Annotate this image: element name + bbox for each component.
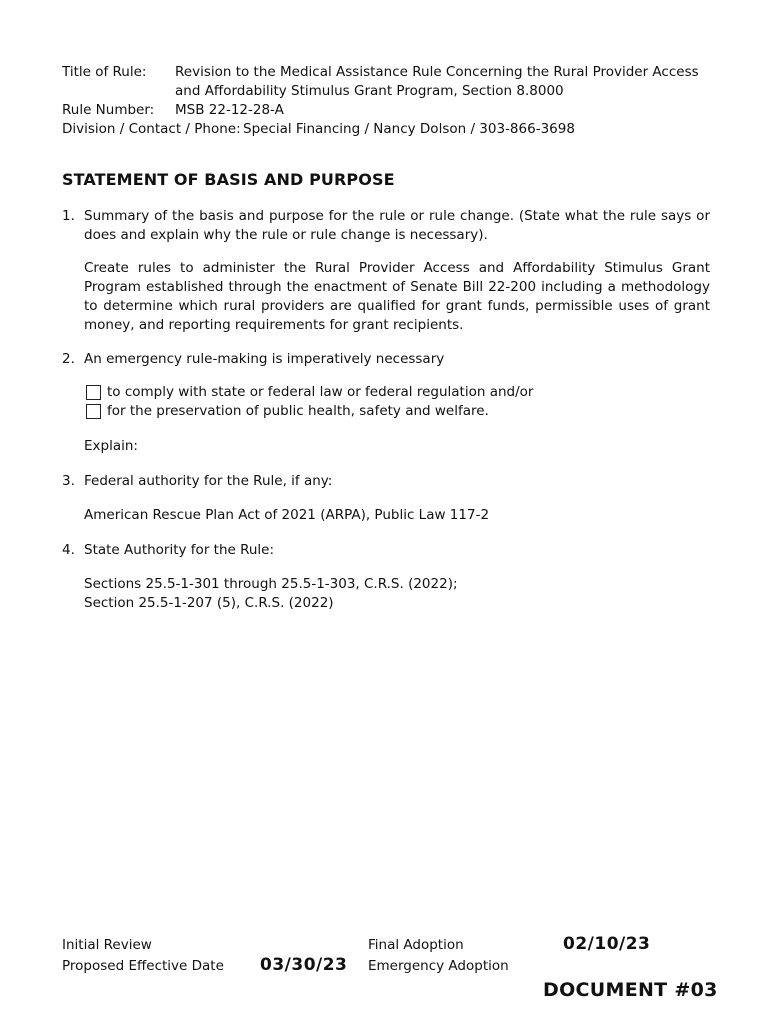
comply-law-label: to comply with state or federal law or federal regulation and/or bbox=[107, 384, 534, 400]
public-health-checkbox[interactable] bbox=[86, 404, 101, 419]
public-health-label: for the preservation of public health, safety and welfare. bbox=[107, 403, 489, 419]
item-number: 2. bbox=[62, 351, 75, 367]
item-answer: American Rescue Plan Act of 2021 (ARPA), Public Law 117-2 bbox=[84, 507, 490, 523]
item-answer: Create rules to administer the Rural Provider Access and Affordability Stimulus Grant Program established through the enactment of Senate Bill 22-200 including a methodology to determine which rural providers are qualified for grant funds, permissible uses of grant money, and reporting requirements for grant recipients. bbox=[84, 260, 710, 333]
comply-law-checkbox[interactable] bbox=[86, 385, 101, 400]
item-number: 1. bbox=[62, 208, 75, 224]
item-question: State Authority for the Rule: bbox=[84, 542, 275, 558]
rule-number-label: Rule Number: bbox=[62, 102, 155, 118]
item-number: 4. bbox=[62, 542, 75, 558]
final-adoption-label: Final Adoption bbox=[368, 937, 464, 953]
initial-review-label: Initial Review bbox=[62, 937, 152, 953]
item-question: An emergency rule-making is imperatively necessary bbox=[84, 351, 445, 367]
title-of-rule-label: Title of Rule: bbox=[62, 64, 147, 80]
proposed-effective-date: 03/30/23 bbox=[260, 955, 348, 975]
title-of-rule-line2: and Affordability Stimulus Grant Program, Section 8.8000 bbox=[175, 83, 564, 99]
proposed-effective-label: Proposed Effective Date bbox=[62, 958, 224, 974]
item-answer-line1: Sections 25.5-1-301 through 25.5-1-303, C.R.S. (2022); bbox=[84, 576, 458, 592]
explain-label: Explain: bbox=[84, 438, 138, 454]
contact-value: Special Financing / Nancy Dolson / 303-866-3698 bbox=[243, 121, 575, 137]
rule-number-value: MSB 22-12-28-A bbox=[175, 102, 284, 118]
final-adoption-date: 02/10/23 bbox=[563, 934, 651, 954]
document-number: DOCUMENT #03 bbox=[543, 979, 718, 1001]
item-answer-line2: Section 25.5-1-207 (5), C.R.S. (2022) bbox=[84, 595, 334, 611]
item-number: 3. bbox=[62, 473, 75, 489]
item-question: Federal authority for the Rule, if any: bbox=[84, 473, 333, 489]
item-question: Summary of the basis and purpose for the rule or rule change. (State what the rule says or does and explain why the rule or rule change is necessary). bbox=[84, 208, 710, 243]
title-of-rule-line1: Revision to the Medical Assistance Rule Concerning the Rural Provider Access bbox=[175, 64, 699, 80]
section-title: STATEMENT OF BASIS AND PURPOSE bbox=[62, 170, 395, 189]
contact-label: Division / Contact / Phone: bbox=[62, 121, 241, 137]
emergency-adoption-label: Emergency Adoption bbox=[368, 958, 509, 974]
